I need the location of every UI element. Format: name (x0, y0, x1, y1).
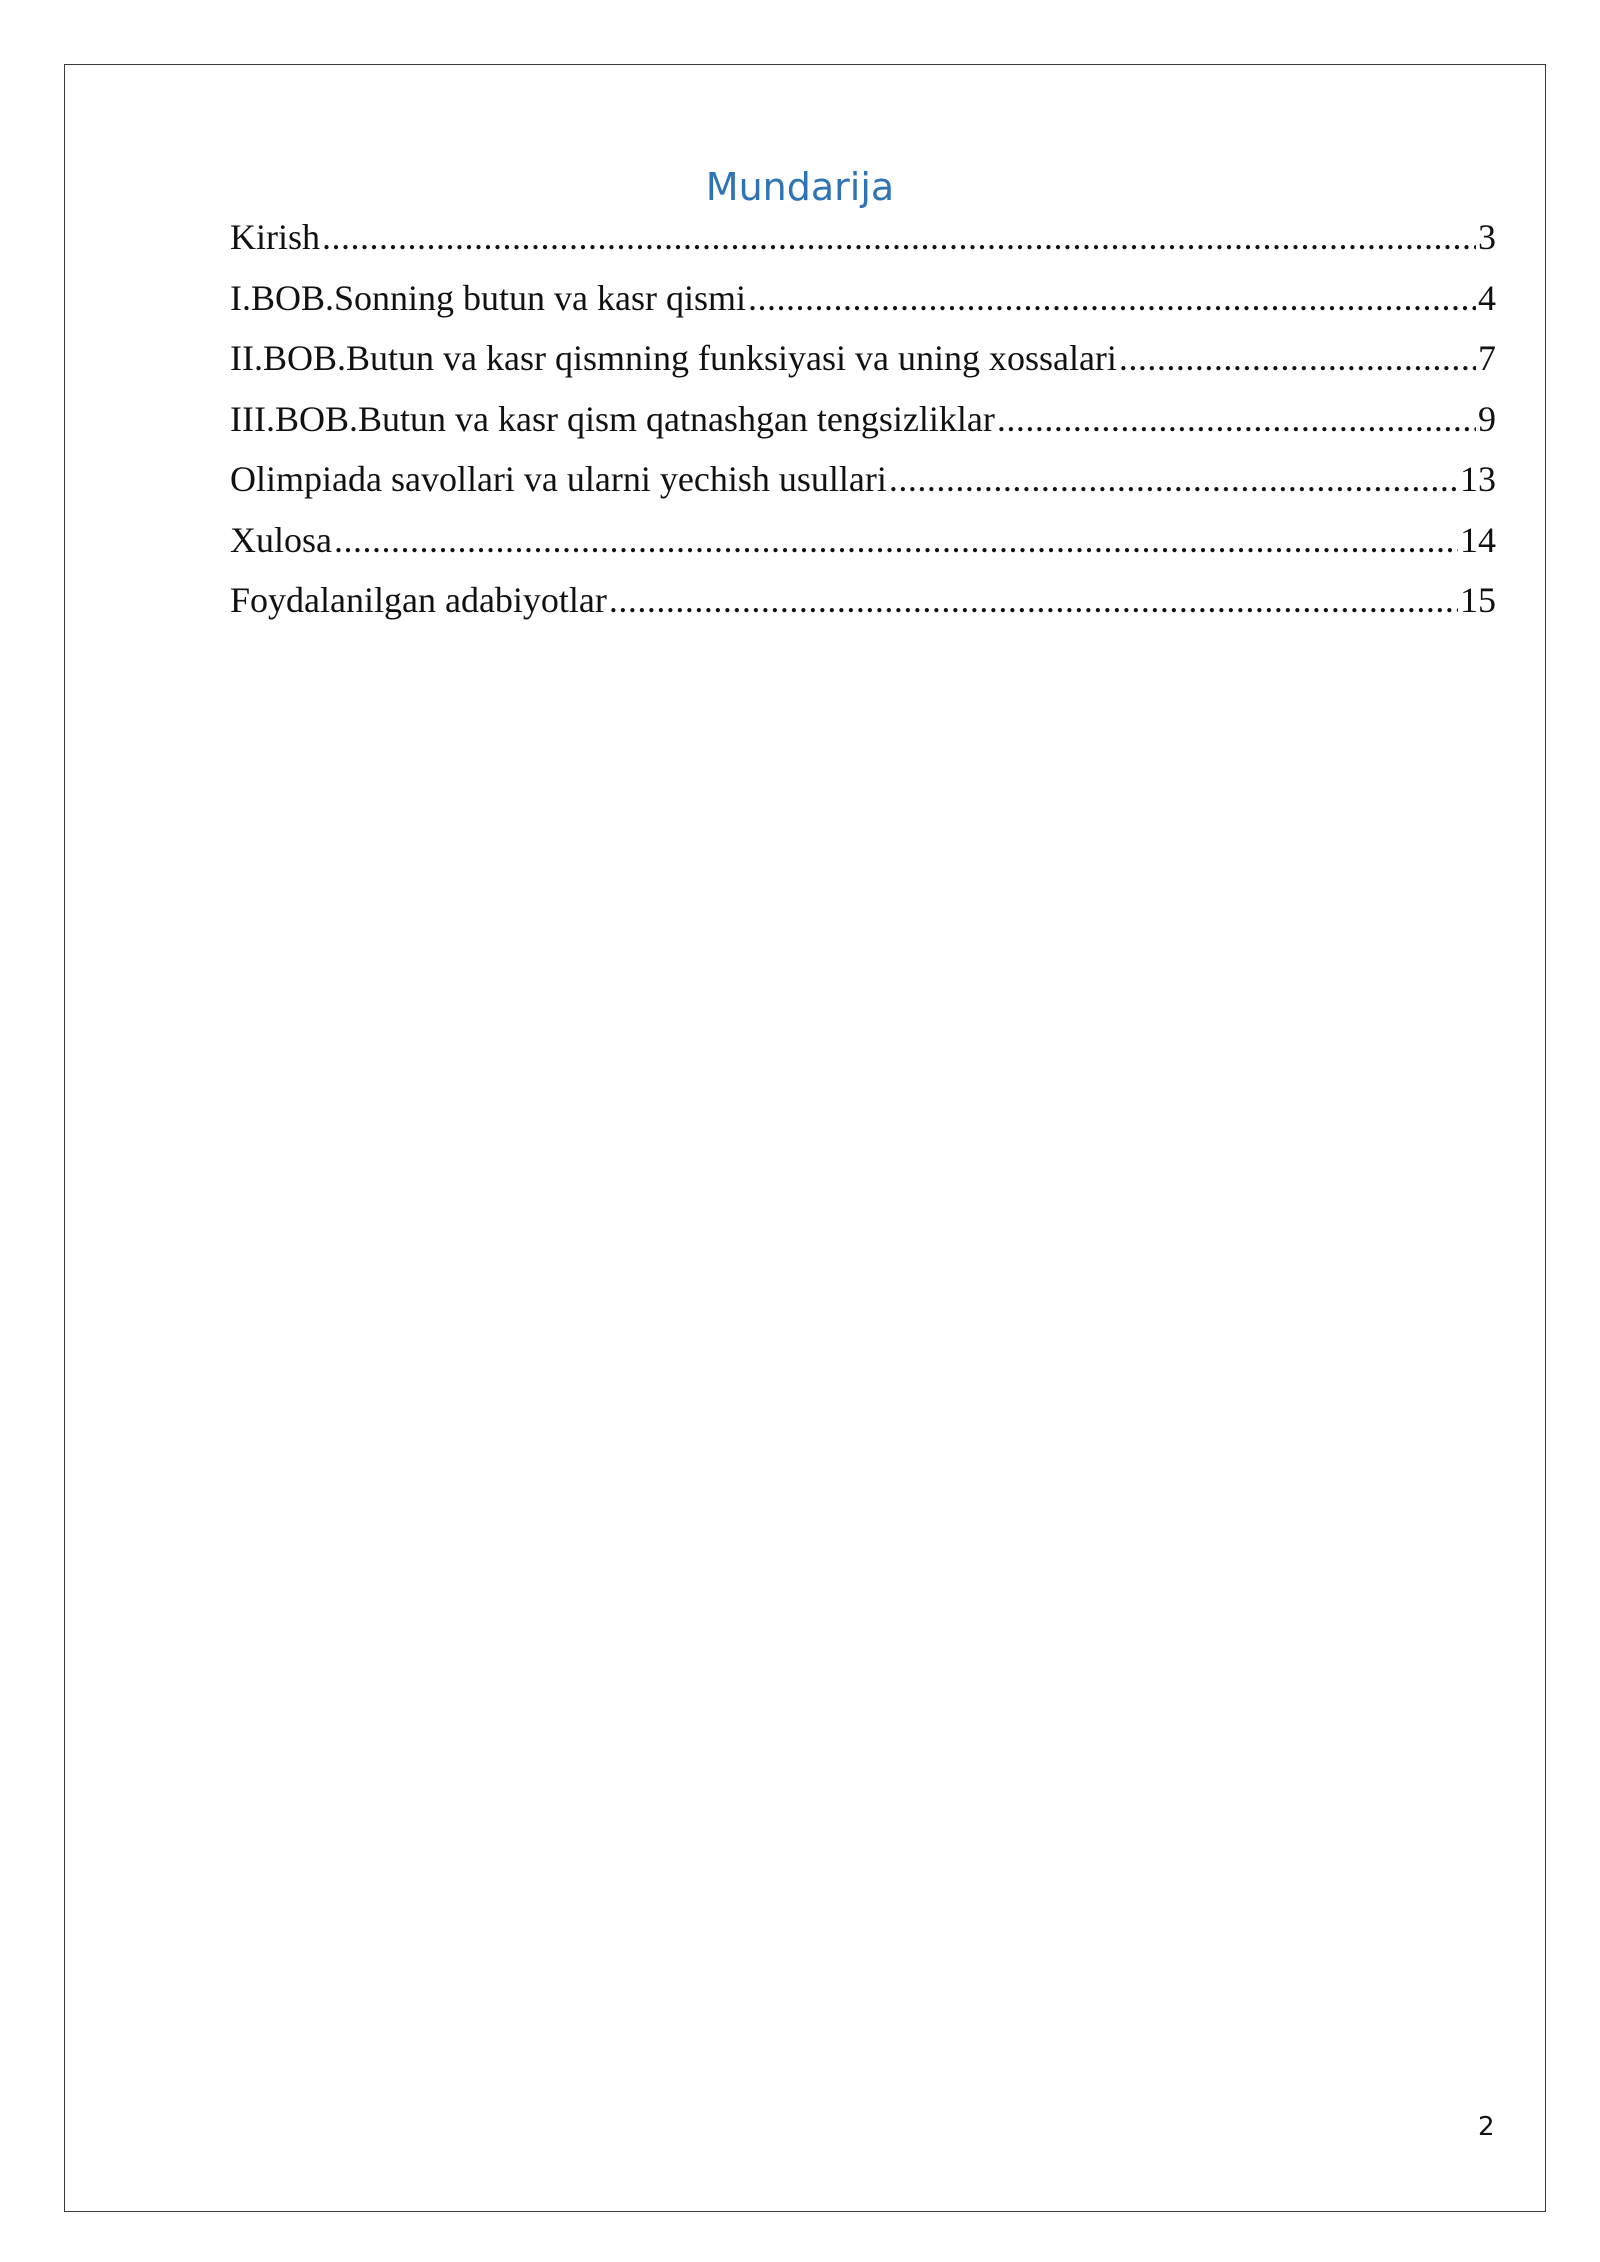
toc-title: Mundarija (705, 165, 895, 209)
toc-entry-xulosa[interactable] (230, 519, 1496, 580)
table-of-contents (230, 216, 1496, 640)
toc-entry-olympiad[interactable] (230, 458, 1496, 519)
toc-entry-page: 14 (1460, 519, 1496, 560)
toc-entry-title: Olimpiada savollari va ularni yechish usullari (230, 459, 887, 499)
toc-entry-page: 13 (1460, 459, 1496, 499)
toc-entry-page: 4 (1478, 277, 1496, 318)
toc-entry-page: 3 (1478, 217, 1496, 257)
toc-entry-page: 7 (1478, 338, 1496, 378)
toc-dot-leader (334, 519, 1458, 561)
toc-entry-chapter-2[interactable] (230, 337, 1496, 398)
toc-dot-leader (997, 398, 1476, 440)
toc-dot-leader (609, 579, 1458, 621)
toc-dot-leader (748, 277, 1476, 319)
toc-entry-references[interactable] (230, 579, 1496, 640)
toc-entry-chapter-1[interactable] (230, 277, 1496, 338)
toc-entry-chapter-3[interactable] (230, 398, 1496, 459)
toc-entry-kirish[interactable] (230, 216, 1496, 277)
toc-entry-page: 15 (1460, 580, 1496, 620)
toc-entry-page: 9 (1478, 398, 1496, 439)
toc-entry-title: III.BOB.Butun va kasr qism qatnashgan tengsizliklar (230, 398, 995, 439)
toc-entry-title: Xulosa (230, 519, 332, 560)
toc-dot-leader (1119, 337, 1476, 379)
toc-entry-title: Foydalanilgan adabiyotlar (230, 580, 607, 620)
toc-entry-title: II.BOB.Butun va kasr qismning funksiyasi va uning xossalari (230, 338, 1117, 378)
toc-dot-leader (889, 458, 1458, 500)
toc-entry-title: Kirish (230, 217, 320, 257)
toc-entry-title: I.BOB.Sonning butun va kasr qismi (230, 277, 747, 318)
page-number: 2 (1478, 2112, 1495, 2142)
toc-dot-leader (322, 216, 1476, 258)
